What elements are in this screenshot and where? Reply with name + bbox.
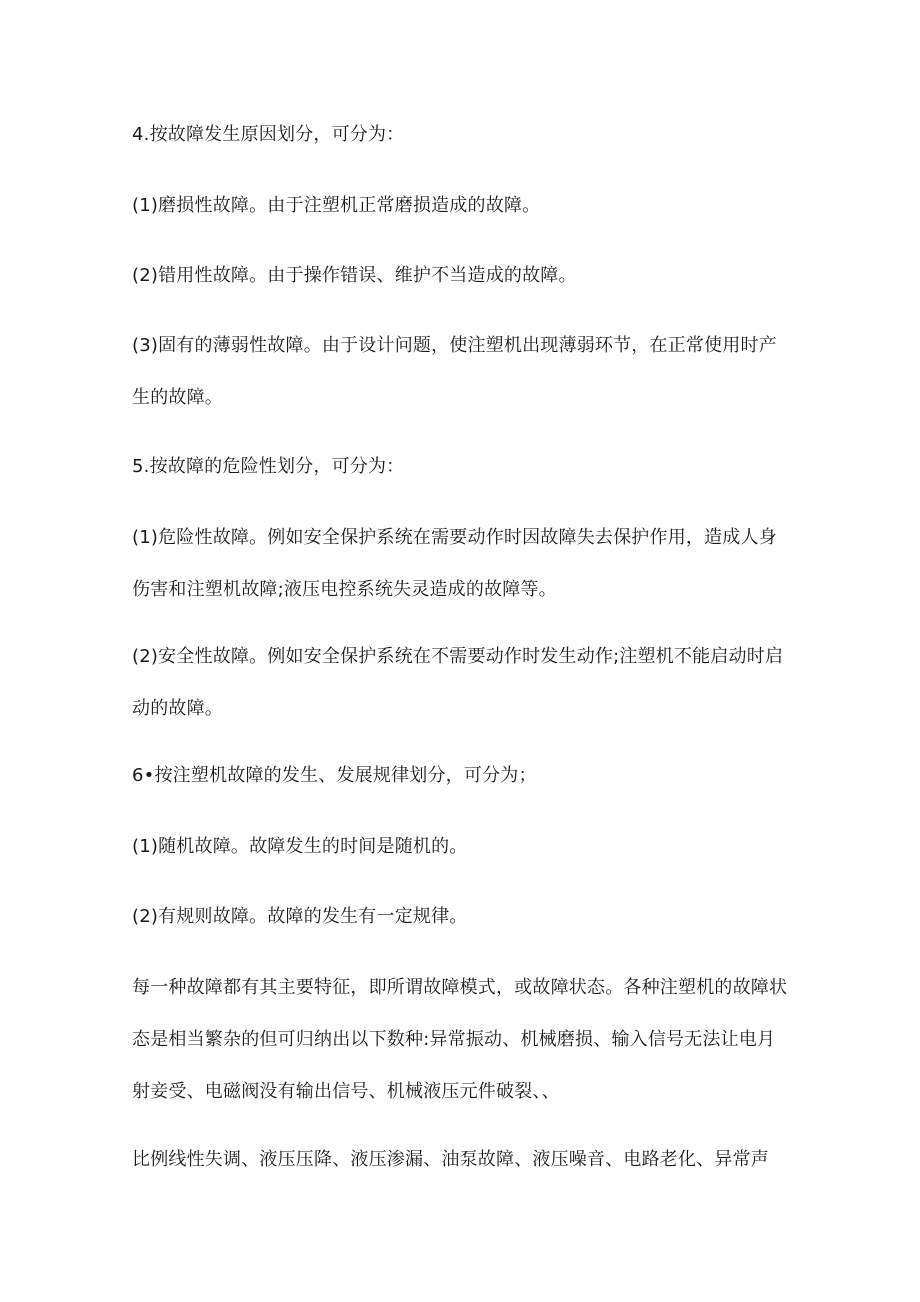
text-line: 6•按注塑机故障的发生、发展规律划分，可分为； (132, 765, 537, 786)
text-line: (1)随机故障。故障发生的时间是随机的。 (132, 836, 468, 857)
paragraph-fault-modes (132, 962, 812, 1118)
paragraph-random-fault (132, 821, 812, 873)
text-line: 伤害和注塑机故障;液压电控系统失灵造成的故障等。 (132, 579, 557, 600)
text-line: (2)安全性故障。例如安全保护系统在不需要动作时发生动作;注塑机不能启动时启 (132, 646, 784, 667)
text-line: (1)磨损性故障。由于注塑机正常磨损造成的故障。 (132, 195, 541, 216)
text-line: 态是相当繁杂的但可归纳出以下数种:异常振动、机械磨损、输入信号无法让电月 (132, 1029, 776, 1050)
text-line: 射妾受、电磁阀没有输出信号、机械液压元件破裂、、 (132, 1081, 560, 1102)
paragraph-inherent-weakness-fault (132, 320, 812, 424)
paragraph-wear-fault (132, 180, 812, 232)
section-heading-4 (132, 109, 812, 161)
paragraph-regular-fault (132, 891, 812, 943)
text-line: 比例线性失调、液压压降、液压渗漏、油泵故障、液压噪音、电路老化、异常声 (132, 1149, 769, 1170)
paragraph-safe-fault (132, 631, 812, 735)
text-line: 5.按故障的危险性划分，可分为： (132, 456, 405, 477)
text-line: 动的故障。 (132, 698, 223, 719)
paragraph-dangerous-fault (132, 512, 812, 616)
text-line: (3)固有的薄弱性故障。由于设计问题，使注塑机出现薄弱环节，在正常使用时产 (132, 335, 777, 356)
section-heading-6 (132, 750, 812, 802)
paragraph-fault-list-continued (132, 1134, 812, 1186)
text-line: (1)危险性故障。例如安全保护系统在需要动作时因故障失去保护作用，造成人身 (132, 527, 777, 548)
paragraph-misuse-fault (132, 250, 812, 302)
section-heading-5 (132, 441, 812, 493)
text-line: (2)错用性故障。由于操作错误、维护不当造成的故障。 (132, 265, 577, 286)
text-line: 生的故障。 (132, 387, 223, 408)
text-line: 每一种故障都有其主要特征，即所谓故障模式，或故障状态。各种注塑机的故障状 (132, 977, 788, 998)
text-line: (2)有规则故障。故障的发生有一定规律。 (132, 906, 468, 927)
text-line: 4.按故障发生原因划分，可分为： (132, 124, 405, 145)
